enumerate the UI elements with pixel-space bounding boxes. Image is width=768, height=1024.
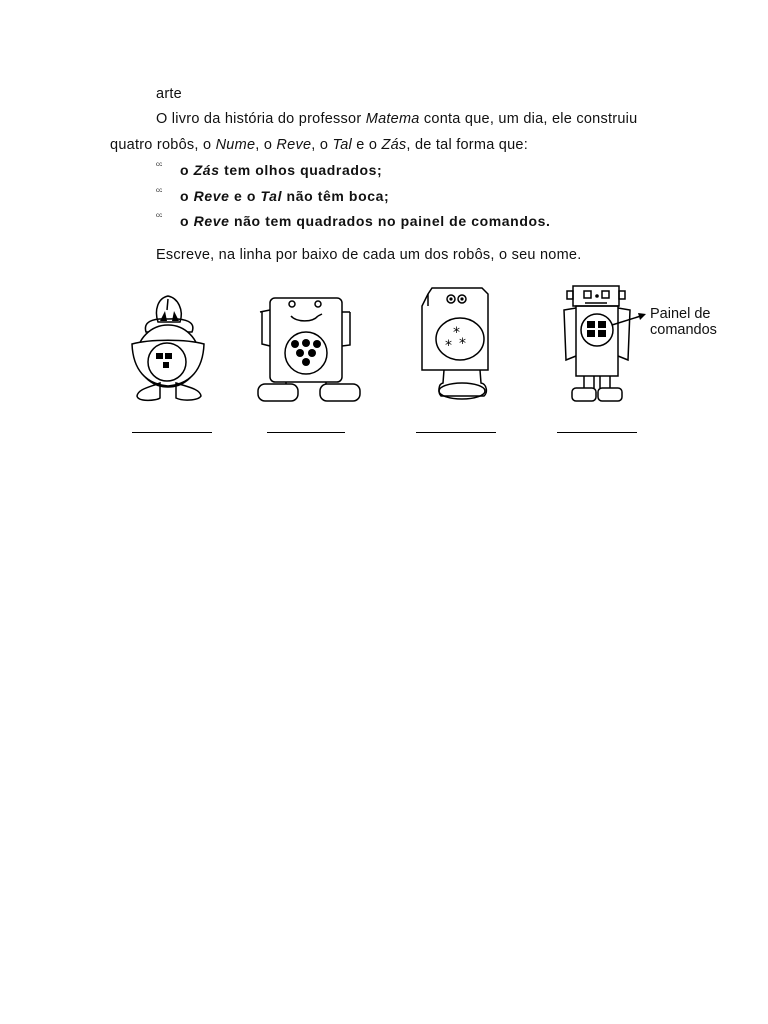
answer-line-robot-4[interactable] — [557, 432, 637, 433]
bullet-marker: ᶜᶜ — [156, 160, 163, 170]
paragraph-line-2: quatro robôs, o Nume, o Reve, o Tal e o Zás, de tal forma que: — [110, 137, 529, 153]
robot-1 — [132, 296, 204, 400]
control-panel-label: Painel de comandos — [650, 306, 717, 338]
svg-text:*: * — [459, 336, 466, 352]
name-zas: Zás — [381, 137, 407, 153]
clue-2: ᶜᶜ o Reve e o Tal não têm boca; — [156, 186, 390, 204]
clue-1: ᶜᶜ o Zás tem olhos quadrados; — [156, 160, 383, 178]
answer-line-robot-2[interactable] — [267, 432, 345, 433]
answer-line-robot-1[interactable] — [132, 432, 212, 433]
clue-3: ᶜᶜ o Reve não tem quadrados no painel de comandos. — [156, 211, 551, 229]
robots-illustration — [0, 0, 768, 460]
svg-text:*: * — [445, 338, 452, 354]
svg-text:*: * — [453, 325, 460, 341]
name-nume: Nume — [215, 137, 256, 153]
bullet-marker: ᶜᶜ — [156, 211, 163, 221]
name-matema: Matema — [365, 111, 420, 127]
robot-3 — [422, 288, 488, 399]
answer-line-robot-3[interactable] — [416, 432, 496, 433]
name-tal: Tal — [332, 137, 352, 153]
heading-text: arte — [156, 86, 182, 102]
instruction-text: Escreve, na linha por baixo de cada um dos robôs, o seu nome. — [156, 247, 582, 263]
robot-4 — [564, 286, 646, 401]
robot-2 — [258, 298, 360, 401]
name-reve: Reve — [276, 137, 312, 153]
bullet-marker: ᶜᶜ — [156, 186, 163, 196]
paragraph-line-1: O livro da história do professor Matema conta que, um dia, ele construiu — [156, 111, 638, 127]
